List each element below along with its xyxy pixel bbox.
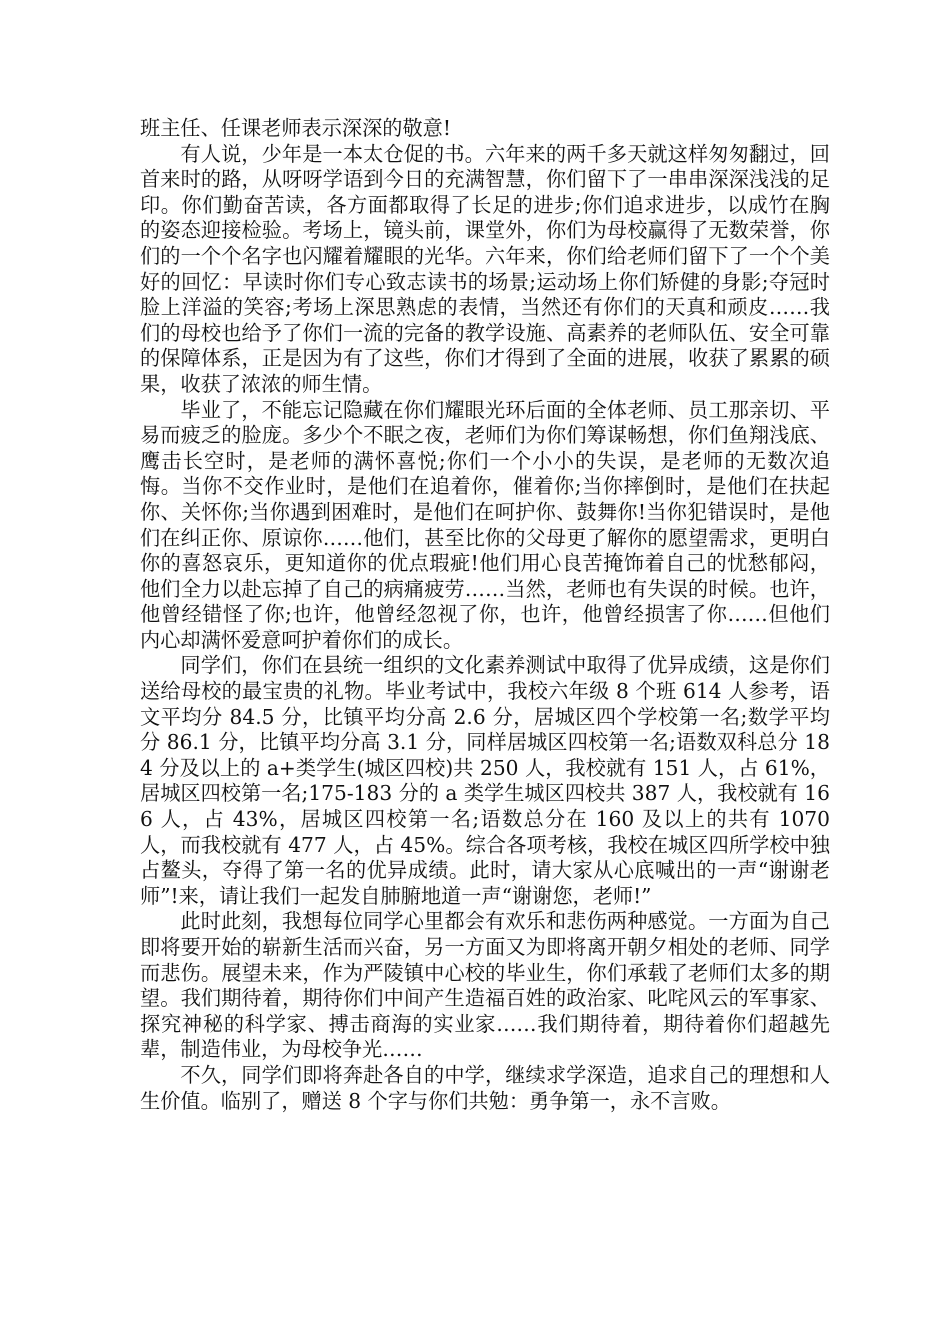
paragraph-youth: 有人说，少年是一本太仓促的书。六年来的两千多天就这样匆匆翻过，回首来时的路，从呀呀学语到今日的充满智慧，你们留下了一串串深深浅浅的足印。你们勤奋苦读，各方面都取得了长足的进步;你们追求进步，以成竹在胸的姿态迎接检验。考场上，镜头前，课堂外，你们为母校赢得了无数荣誉，你们的一个个名字也闪耀着耀眼的光华。六年来，你们给老师们留下了一个个美好的回忆：早读时你们专心致志读书的场景;运动场上你们矫健的身影;夺冠时脸上洋溢的笑容;考场上深思熟虑的表情，当然还有你们的天真和顽皮……我们的母校也给予了你们一流的完备的教学设施、高素养的老师队伍、安全可靠的保障体系，正是因为有了这些，你们才得到了全面的进展，收获了累累的硕果，收获了浓浓的师生情。: [140, 141, 830, 396]
paragraph-results: 同学们，你们在县统一组织的文化素养测试中取得了优异成绩，这是你们送给母校的最宝贵的礼物。毕业考试中，我校六年级 8 个班 614 人参考，语文平均分 84.5 分，比镇平均分高 2.6 分，居城区四个学校第一名;数学平均分 86.1 分，比镇平均分高 3.1 分，同样居城区四校第一名;语数双科总分 184 分及以上的 a+类学生(城区四校)共 250 人，我校就有 151 人，占 61%，居城区四校第一名;175-183 分的 a 类学生城区四校共 387 人，我校就有 166 人，占 43%，居城区四校第一名;语数总分在 160 及以上的共有 1070 人，而我校就有 477 人，占 45%。综合各项考核，我校在城区四所学校中独占鳌头，夺得了第一名的优异成绩。此时，请大家从心底喊出的一声“谢谢老师”!来，请让我们一起发自肺腑地道一声“谢谢您，老师!”: [140, 653, 830, 908]
paragraph-continuation: 班主任、任课老师表示深深的敬意!: [140, 116, 451, 140]
paragraph-future: 此时此刻，我想每位同学心里都会有欢乐和悲伤两种感觉。一方面为自己即将要开始的崭新生活而兴奋，另一方面又为即将离开朝夕相处的老师、同学而悲伤。展望未来，作为严陵镇中心校的毕业生，你们承载了老师们太多的期望。我们期待着，期待你们中间产生造福百姓的政治家、叱咤风云的军事家、探究神秘的科学家、搏击商海的实业家……我们期待着，期待着你们超越先辈，制造伟业，为母校争光……: [140, 909, 830, 1062]
paragraph-farewell: 不久，同学们即将奔赴各自的中学，继续求学深造，追求自己的理想和人生价值。临别了，赠送 8 个字与你们共勉：勇争第一，永不言败。: [140, 1062, 830, 1113]
document-page: [140, 116, 830, 1114]
paragraph-teachers: 毕业了，不能忘记隐藏在你们耀眼光环后面的全体老师、员工那亲切、平易而疲乏的脸庞。多少个不眠之夜，老师们为你们筹谋畅想，你们鱼翔浅底、鹰击长空时，是老师的满怀喜悦;你们一个小小的失误，是老师的无数次追悔。当你不交作业时，是他们在追着你，催着你;当你摔倒时，是他们在扶起你、关怀你;当你遇到困难时，是他们在呵护你、鼓舞你!当你犯错误时，是他们在纠正你、原谅你……他们，甚至比你的父母更了解你的愿望需求，更明白你的喜怒哀乐，更知道你的优点瑕疵!他们用心良苦掩饰着自己的忧愁郁闷，他们全力以赴忘掉了自己的病痛疲劳……当然，老师也有失误的时候。也许，他曾经错怪了你;也许，他曾经忽视了你，也许，他曾经损害了你……但他们内心却满怀爱意呵护着你们的成长。: [140, 397, 830, 652]
